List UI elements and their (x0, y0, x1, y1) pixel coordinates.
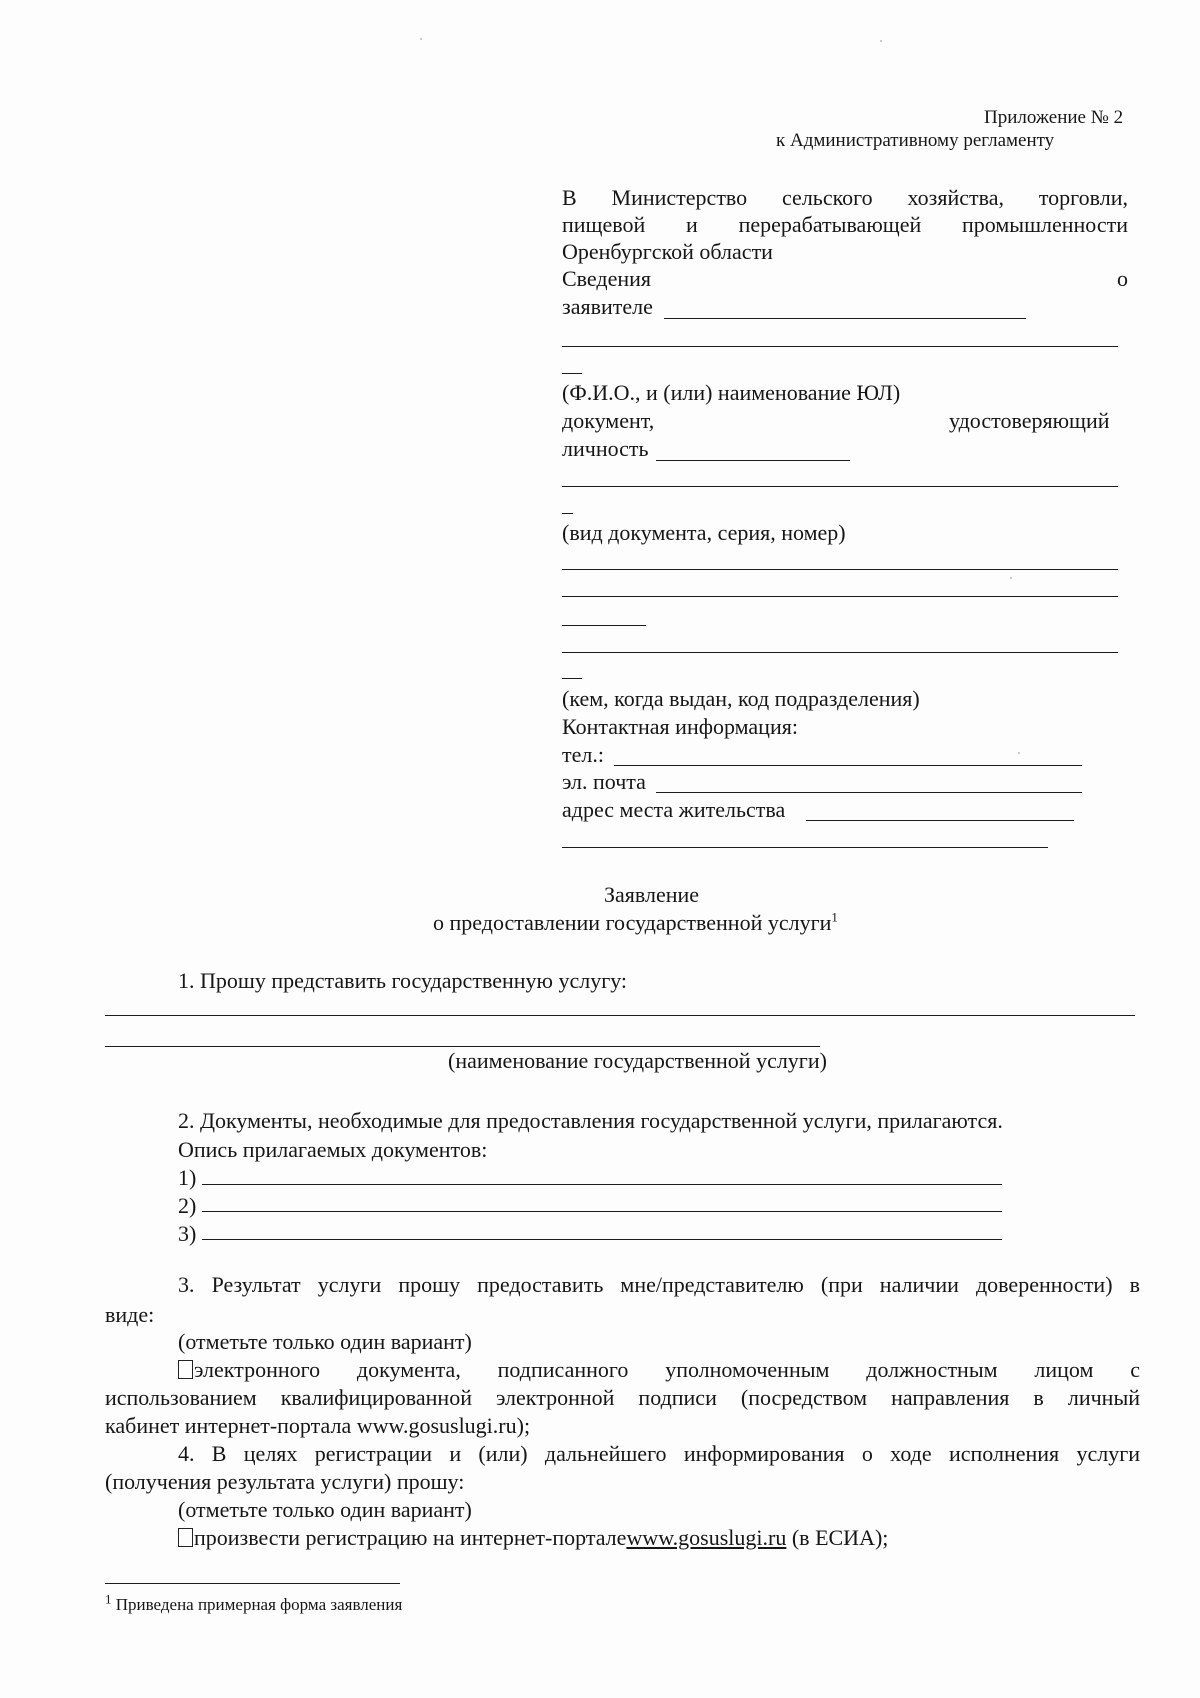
certifying-label: удостоверяющий (949, 408, 1110, 433)
identity-field-2[interactable] (562, 486, 1118, 487)
document-hint: (вид документа, серия, номер) (562, 520, 846, 545)
section-4-hint: (отметьте только один вариант) (178, 1497, 472, 1522)
issued-hint: (кем, когда выдан, код подразделения) (562, 686, 920, 711)
identity-label: личность (562, 436, 649, 461)
statement-title: Заявление (604, 882, 700, 907)
section-4-line-1: 4. В целях регистрации и (или) дальнейшего информирования о ходе исполнения услуги (178, 1441, 1140, 1466)
footnote-separator (105, 1583, 400, 1584)
scan-speck (880, 40, 882, 42)
section-2-text: 2. Документы, необходимые для предоставления государственной услуги, прилагаются. (178, 1108, 1003, 1133)
issued-field-2[interactable] (562, 596, 1118, 597)
item-2-field[interactable] (202, 1211, 1002, 1212)
section-3-option-line-2: использованием квалифицированной электронной подписи (посредством направления в личный (105, 1385, 1140, 1410)
statement-subtitle: о предоставлении государственной услуги$^1$ (433, 909, 838, 935)
issued-field-1[interactable] (562, 569, 1118, 570)
section-4-line-2: (получения результата услуги) прошу: (105, 1469, 465, 1494)
address-field[interactable] (806, 820, 1074, 821)
scan-speck (1018, 752, 1020, 754)
address-field-2[interactable] (562, 847, 1048, 848)
section-4-option[interactable] (178, 1525, 888, 1551)
service-field-1[interactable] (105, 1015, 1135, 1016)
footnote-text: Приведена примерная форма заявления (111, 1595, 403, 1614)
scan-speck (420, 38, 422, 40)
applicant-field-2[interactable] (562, 346, 1118, 347)
item-1-label: 1) (178, 1165, 197, 1190)
phone-field[interactable] (614, 765, 1082, 766)
info-label: Сведения (562, 266, 652, 291)
email-field[interactable] (656, 792, 1082, 793)
identity-field-3 (562, 513, 573, 514)
addressee-line-3: Оренбургской области (562, 239, 773, 264)
item-3-label: 3) (178, 1221, 197, 1246)
email-label: эл. почта (562, 769, 646, 794)
section-1-text: 1. Прошу представить государственную услугу: (178, 968, 628, 993)
identity-field[interactable] (656, 460, 850, 461)
address-label: адрес места жительства (562, 797, 786, 822)
service-hint: (наименование государственной услуги) (448, 1048, 827, 1073)
inventory-label: Опись прилагаемых документов: (178, 1137, 488, 1162)
item-3-field[interactable] (202, 1239, 1002, 1240)
applicant-field[interactable] (664, 318, 1026, 319)
section-3-option-line-3: кабинет интернет-портала www.gosuslugi.ru); (105, 1413, 531, 1438)
info-label-o: о (1117, 266, 1128, 291)
addressee-line-1: В Министерство сельского хозяйства, торговли, (562, 185, 1128, 210)
addressee-line-2: пищевой и перерабатывающей промышленности (562, 212, 1128, 237)
section-3-option[interactable] (178, 1357, 1140, 1383)
scan-speck (1010, 577, 1012, 579)
footnote-ref: 1 (831, 909, 838, 925)
service-field-2[interactable] (105, 1046, 820, 1047)
footnote-mark: 1 (105, 1591, 112, 1607)
phone-label: тел.: (562, 742, 604, 767)
appendix-label: Приложение № 2 (984, 107, 1124, 128)
item-2-label: 2) (178, 1193, 197, 1218)
contact-label: Контактная информация: (562, 714, 798, 739)
option-electronic-label: электронного документа, подписанного уполномоченным должностным лицом с (194, 1357, 1140, 1382)
option-registration-checkbox[interactable] (178, 1528, 193, 1547)
section-3-line-1: 3. Результат услуги прошу предоставить мне/представителю (при наличии доверенности) в (178, 1272, 1140, 1297)
option-electronic-checkbox[interactable] (178, 1360, 193, 1379)
applicant-field-3 (562, 373, 582, 374)
footnote (105, 1591, 403, 1616)
gosuslugi-link[interactable]: www.gosuslugi.ru (626, 1525, 787, 1550)
issued-field-5 (562, 678, 582, 679)
document-label: документ, (562, 408, 655, 433)
issued-field-4[interactable] (562, 652, 1118, 653)
regulation-label: к Административному регламенту (776, 130, 1055, 151)
applicant-label: заявителе (562, 294, 653, 319)
issued-field-3[interactable] (562, 625, 646, 626)
section-3-line-2: виде: (105, 1302, 155, 1327)
item-1-field[interactable] (202, 1184, 1002, 1185)
option-registration-suffix: (в ЕСИА); (786, 1525, 889, 1550)
fio-hint: (Ф.И.О., и (или) наименование ЮЛ) (562, 380, 901, 405)
section-3-hint: (отметьте только один вариант) (178, 1329, 472, 1354)
option-registration-label: произвести регистрацию на интернет-портале (194, 1525, 627, 1550)
